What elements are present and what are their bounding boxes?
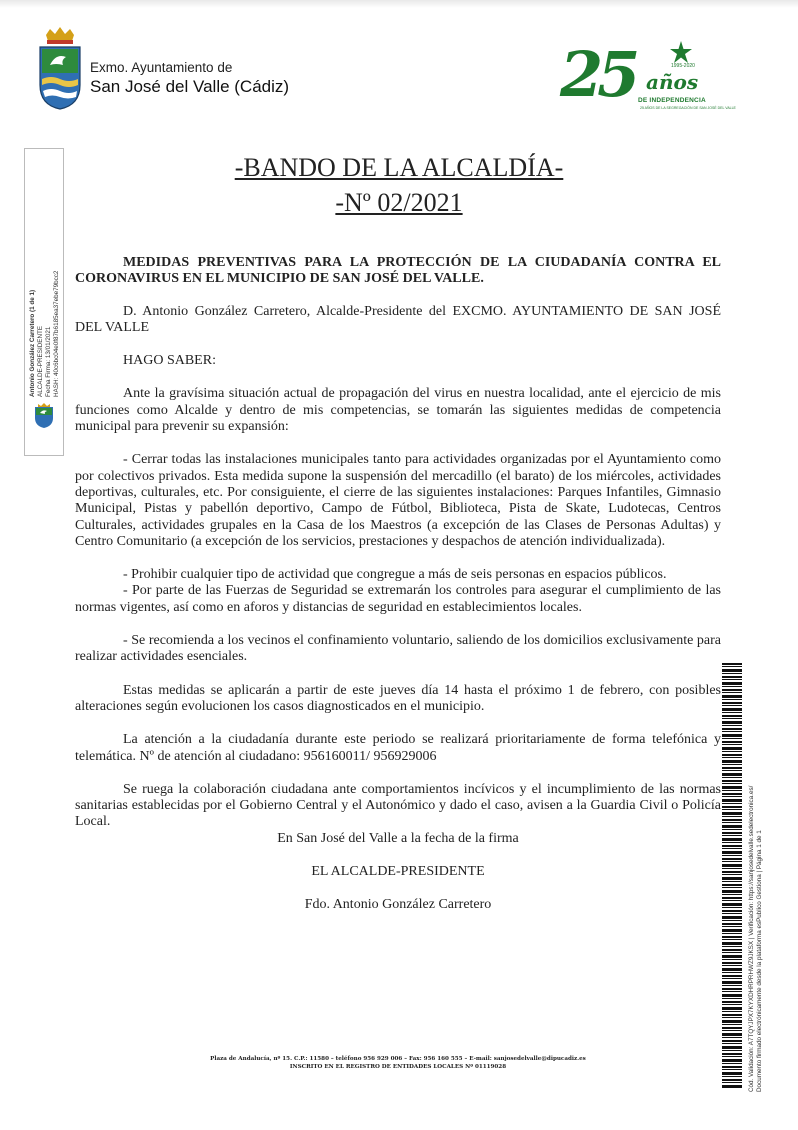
signer-name: Fdo. Antonio González Carretero [304, 897, 492, 913]
anniversary-logo [560, 38, 736, 116]
verification-text [748, 672, 764, 1092]
verification-code: Cód. Validación: A7TQYJPX7KYXDHRPRHWZ9JKSX | Verificación: https://sanjosedelvalle.sedelectronica.es/ [747, 785, 755, 1092]
document-body [75, 255, 721, 914]
hago-saber: HAGO SABER: [123, 353, 216, 369]
document-number: -Nº 02/2021 [335, 188, 463, 217]
footer-address: Plaza de Andalucía, nº 15. C.P.: 11580 – teléfono 956 929 006 – Fax: 956 160 555 – E-mail: sanjosedelvalle@dipucadiz.es [210, 1056, 586, 1062]
anniversary-subtitle: DE INDEPENDENCIA [638, 97, 706, 104]
paragraph-attention: La atención a la ciudadanía durante este periodo se realizará prioritariamente de forma telefónica y telemática. Nº de atención al ciudadano: 956160011/ 956929006 [75, 732, 721, 764]
anniversary-small-text: 25 AÑOS DE LA SEGREGACIÓN DE SAN JOSÉ DEL VALLE [640, 106, 736, 110]
paragraph-validity: Estas medidas se aplicarán a partir de este jueves día 14 hasta el próximo 1 de febrero, con posibles alteraciones según evolucionen los casos diagnosticados en el municipio. [75, 682, 721, 714]
municipal-crest-icon [36, 27, 84, 111]
signature-date: Fecha Firma: 13/01/2021 [45, 326, 52, 397]
municipality-name [90, 60, 289, 98]
signature-role: ALCALDE-PRESIDENTE [37, 325, 44, 397]
signature-hash: HASH: 40c6bc04e0f87b6185ea37ebe79bcc2 [53, 270, 60, 397]
measure-voluntary-confinement: - Se recomienda a los vecinos el confinamiento voluntario, saliendo de los domicilios exclusivamente para realizar actividades esenciales. [75, 633, 721, 665]
paragraph-1: Ante la gravísima situación actual de propagación del virus en nuestra localidad, ante el ejercicio de mis funciones como Alcalde y dentro de mis competencias, se tomarán las siguientes medidas de competencia municipal para prevenir su expansión: [75, 386, 721, 435]
footer-registry: INSCRITO EN EL REGISTRO DE ENTIDADES LOCALES Nº 01119028 [289, 1063, 507, 1070]
municipality-line-2: San José del Valle (Cádiz) [90, 77, 290, 96]
anniversary-number: 25 [560, 38, 635, 111]
document-title: -BANDO DE LA ALCALDÍA- [234, 153, 564, 182]
page-footer [75, 1056, 721, 1071]
signature-name: Antonio González Carretero (1 de 1) [29, 289, 36, 397]
measure-close-facilities: - Cerrar todas las instalaciones municipales tanto para actividades organizadas por el Ayuntamiento como por colectivos privados. Esta medida supone la suspensión del mercadillo (el barato) de los miércoles, actividades deportivas, culturales, etc. Por consiguiente, el cierre de las siguientes instalaciones: Parques Infantiles, Gimnasio Municipal, Pistas y pabellón deportivo, Campo de Fútbol, Biblioteca, Pista de Skate, Ludotecas, Centros Culturales, actividades grupales en la Casa de los Maestros (a excepción de las Clases de Personas Adultas) y Centro Comunitario (a excepción de los servicios, prestaciones y despachos de atención individualizada). [75, 452, 721, 549]
measure-security-controls: - Por parte de las Fuerzas de Seguridad se extremarán los controles para asegurar el cumplimiento de las normas vigentes, así como en aforos y distancias de seguridad en establecimientos locales. [75, 583, 721, 615]
barcode [722, 663, 742, 1089]
intro-paragraph: D. Antonio González Carretero, Alcalde-Presidente del EXCMO. AYUNTAMIENTO DE SAN JOSÉ DEL VALLE [75, 303, 721, 335]
document-subject: MEDIDAS PREVENTIVAS PARA LA PROTECCIÓN DE LA CIUDADANÍA CONTRA EL CORONAVIRUS EN EL MUNICIPIO DE SAN JOSÉ DEL VALLE. [75, 255, 721, 287]
anniversary-years: 1995-2020 [671, 63, 695, 69]
municipality-line-1: Exmo. Ayuntamiento de [90, 60, 233, 75]
paragraph-collaboration: Se ruega la colaboración ciudadana ante comportamientos incívicos y el incumplimiento de las normas sanitarias establecidas por el Gobierno Central y el Autonómico y dado el caso, avisen a la Guardia Civil o Policía Local. [75, 781, 721, 830]
anniversary-word: años [646, 70, 699, 94]
measure-prohibit-gatherings: - Prohibir cualquier tipo de actividad que congregue a más de seis personas en espacios públicos. [123, 567, 667, 583]
place-and-date: En San José del Valle a la fecha de la firma [277, 830, 519, 846]
signature-crest-icon [32, 403, 56, 429]
verification-platform: Documento firmado electrónicamente desde la plataforma esPublico Gestiona | Página 1 de 1 [756, 830, 763, 1092]
signer-role: EL ALCALDE-PRESIDENTE [311, 864, 485, 880]
page-top-shadow [0, 0, 798, 8]
